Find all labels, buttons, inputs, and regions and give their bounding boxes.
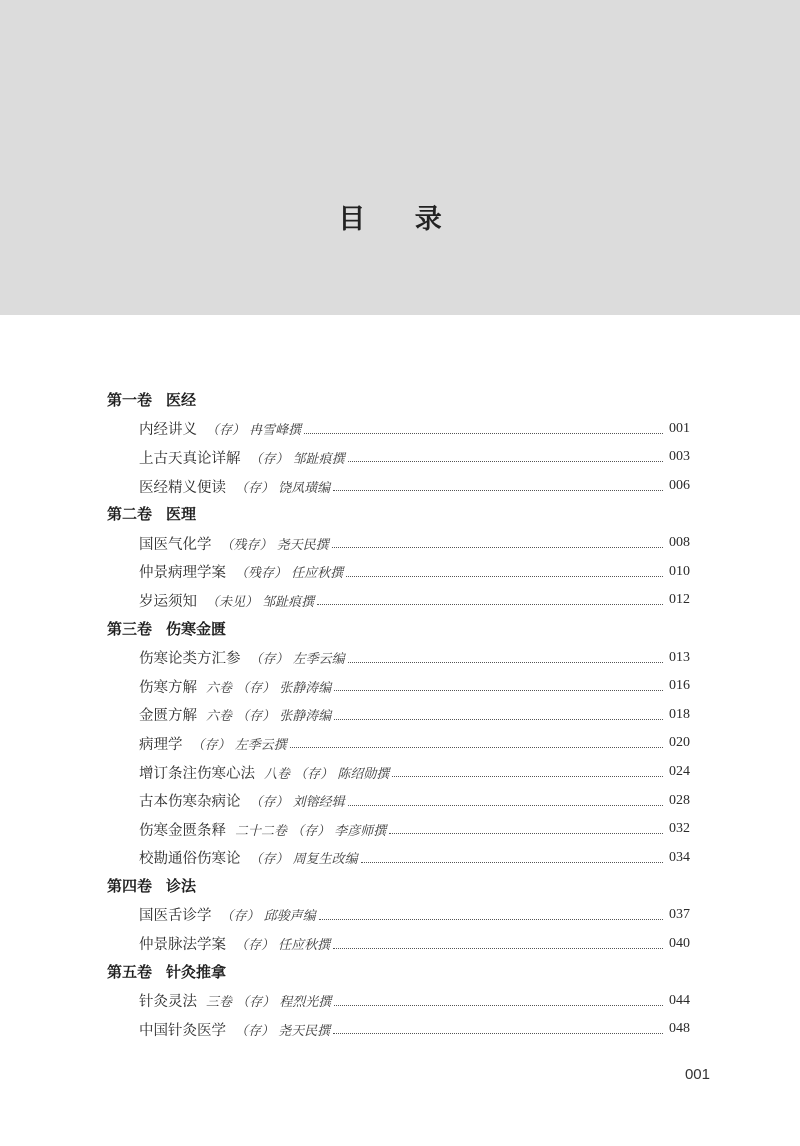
entry-page: 010 bbox=[669, 563, 690, 579]
entry-page: 044 bbox=[669, 992, 690, 1008]
table-of-contents bbox=[107, 386, 690, 1044]
dot-leader bbox=[319, 918, 663, 920]
entry-meta: （未见） 邹趾痕撰 bbox=[206, 594, 315, 610]
toc-entry[interactable] bbox=[107, 529, 690, 558]
entry-page: 001 bbox=[669, 420, 690, 436]
entry-title: 仲景脉法学案 bbox=[139, 937, 226, 954]
dot-leader bbox=[333, 489, 663, 491]
entry-title: 中国针灸医学 bbox=[139, 1022, 226, 1039]
dot-leader bbox=[348, 460, 663, 462]
dot-leader bbox=[304, 432, 663, 434]
toc-entry[interactable] bbox=[107, 786, 690, 815]
volume-number: 第一卷 bbox=[107, 391, 153, 409]
entry-title: 医经精义便读 bbox=[139, 479, 226, 496]
volume-number: 第三卷 bbox=[107, 619, 153, 638]
entry-page: 018 bbox=[669, 706, 690, 722]
dot-leader bbox=[389, 832, 663, 834]
toc-entry[interactable] bbox=[107, 844, 690, 873]
entry-meta: （存） 邹趾痕撰 bbox=[249, 451, 345, 467]
entry-meta: （存） 左季云撰 bbox=[191, 737, 287, 753]
toc-entry[interactable] bbox=[107, 701, 690, 730]
entry-title: 伤寒方解 bbox=[139, 679, 197, 696]
dot-leader bbox=[348, 661, 663, 663]
dot-leader bbox=[392, 775, 663, 777]
entry-page: 013 bbox=[669, 649, 690, 665]
entry-meta: （存） 任应秋撰 bbox=[235, 938, 331, 954]
entry-title: 病理学 bbox=[139, 736, 183, 753]
entry-page: 006 bbox=[669, 478, 690, 494]
entry-meta: （存） 邱骏声编 bbox=[220, 909, 316, 925]
entry-title: 伤寒金匮条释 bbox=[139, 822, 226, 839]
entry-title: 国医气化学 bbox=[139, 536, 212, 553]
toc-entry[interactable] bbox=[107, 558, 690, 587]
volume-number: 第二卷 bbox=[107, 505, 153, 524]
toc-entry[interactable] bbox=[107, 415, 690, 444]
dot-leader bbox=[361, 861, 663, 863]
toc-entry[interactable] bbox=[107, 1015, 690, 1044]
toc-entry[interactable] bbox=[107, 729, 690, 758]
entry-meta: （存） 冉雪峰撰 bbox=[206, 423, 302, 439]
volume-heading bbox=[107, 386, 690, 415]
dot-leader bbox=[333, 947, 663, 949]
volume-name: 医理 bbox=[166, 505, 197, 524]
entry-meta: （残存） 任应秋撰 bbox=[235, 566, 344, 582]
toc-entry[interactable] bbox=[107, 986, 690, 1015]
entry-meta: （存） 饶凤璜编 bbox=[235, 480, 331, 496]
entry-page: 020 bbox=[669, 735, 690, 751]
entry-meta: 八卷 （存） 陈绍勋撰 bbox=[264, 766, 390, 782]
volume-heading bbox=[107, 615, 690, 644]
volume-name: 针灸推拿 bbox=[166, 962, 227, 981]
dot-leader bbox=[334, 689, 663, 691]
volume-name: 伤寒金匮 bbox=[166, 619, 227, 638]
entry-title: 仲景病理学案 bbox=[139, 565, 226, 582]
page-number: 001 bbox=[684, 1066, 710, 1083]
dot-leader bbox=[333, 1032, 663, 1034]
volume-name: 诊法 bbox=[166, 877, 197, 896]
volume-heading bbox=[107, 958, 690, 987]
dot-leader bbox=[334, 1004, 663, 1006]
dot-leader bbox=[332, 546, 663, 548]
entry-title: 岁运须知 bbox=[139, 593, 197, 610]
entry-title: 上古天真论详解 bbox=[139, 450, 241, 467]
volume-name: 医经 bbox=[166, 391, 197, 409]
volume-number: 第四卷 bbox=[107, 877, 153, 896]
dot-leader bbox=[346, 575, 663, 577]
entry-page: 037 bbox=[669, 906, 690, 922]
entry-title: 金匮方解 bbox=[139, 708, 197, 725]
toc-entry[interactable] bbox=[107, 472, 690, 501]
entry-title: 古本伤寒杂病论 bbox=[139, 794, 241, 811]
page-title: 目 录 bbox=[338, 204, 462, 235]
dot-leader bbox=[334, 718, 663, 720]
entry-meta: 三卷 （存） 程烈光撰 bbox=[206, 995, 332, 1011]
volume-heading bbox=[107, 500, 690, 529]
entry-meta: 二十二卷 （存） 李彦师撰 bbox=[235, 823, 387, 839]
dot-leader bbox=[317, 603, 663, 605]
dot-leader bbox=[348, 804, 663, 806]
entry-page: 008 bbox=[669, 535, 690, 551]
entry-title: 伤寒论类方汇参 bbox=[139, 651, 241, 668]
entry-meta: （残存） 尧天民撰 bbox=[220, 537, 329, 553]
toc-entry[interactable] bbox=[107, 815, 690, 844]
entry-page: 012 bbox=[669, 592, 690, 608]
entry-meta: （存） 左季云编 bbox=[249, 652, 345, 668]
entry-meta: 六卷 （存） 张静涛编 bbox=[206, 680, 332, 696]
header-band bbox=[0, 0, 800, 315]
entry-page: 024 bbox=[669, 764, 690, 780]
toc-entry[interactable] bbox=[107, 443, 690, 472]
entry-meta: 六卷 （存） 张静涛编 bbox=[206, 709, 332, 725]
toc-entry[interactable] bbox=[107, 643, 690, 672]
entry-title: 针灸灵法 bbox=[139, 994, 197, 1011]
toc-entry[interactable] bbox=[107, 901, 690, 930]
entry-page: 016 bbox=[669, 678, 690, 694]
volume-heading bbox=[107, 872, 690, 901]
entry-page: 003 bbox=[669, 449, 690, 465]
entry-title: 内经讲义 bbox=[139, 422, 197, 439]
entry-title: 国医舌诊学 bbox=[139, 908, 212, 925]
entry-page: 032 bbox=[669, 821, 690, 837]
toc-entry[interactable] bbox=[107, 758, 690, 787]
entry-page: 028 bbox=[669, 792, 690, 808]
entry-meta: （存） 刘镕经辑 bbox=[249, 795, 345, 811]
dot-leader bbox=[290, 746, 663, 748]
entry-title: 校勘通俗伤寒论 bbox=[139, 851, 241, 868]
entry-page: 048 bbox=[669, 1021, 690, 1037]
entry-page: 040 bbox=[669, 935, 690, 951]
entry-page: 034 bbox=[669, 849, 690, 865]
toc-entry[interactable] bbox=[107, 586, 690, 615]
toc-entry[interactable] bbox=[107, 672, 690, 701]
entry-meta: （存） 尧天民撰 bbox=[235, 1023, 331, 1039]
volume-number: 第五卷 bbox=[107, 962, 153, 981]
entry-title: 增订条注伤寒心法 bbox=[139, 765, 255, 782]
entry-meta: （存） 周复生改编 bbox=[249, 852, 358, 868]
toc-entry[interactable] bbox=[107, 929, 690, 958]
